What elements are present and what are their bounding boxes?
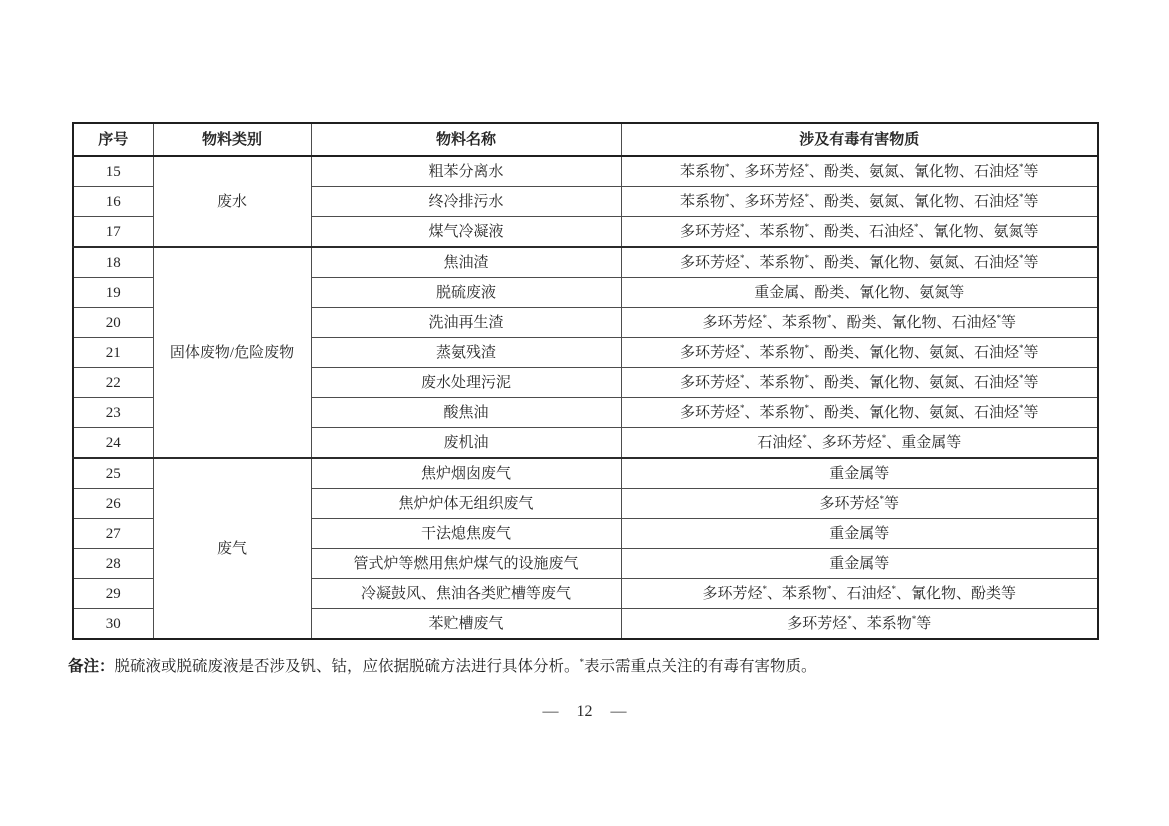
- category-cell-wastewater: 废水: [153, 156, 311, 247]
- header-no: 序号: [73, 123, 153, 156]
- row-number-cell: 28: [73, 549, 153, 579]
- material-name-cell: 酸焦油: [311, 398, 621, 428]
- row-number-cell: 24: [73, 428, 153, 459]
- row-number-cell: 15: [73, 156, 153, 187]
- row-number-cell: 26: [73, 489, 153, 519]
- material-name-cell: 废机油: [311, 428, 621, 459]
- material-name-cell: 洗油再生渣: [311, 308, 621, 338]
- material-name-cell: 焦炉烟囱废气: [311, 458, 621, 489]
- material-name-cell: 废水处理污泥: [311, 368, 621, 398]
- category-cell-waste-gas: 废气: [153, 458, 311, 639]
- material-name-cell: 脱硫废液: [311, 278, 621, 308]
- row-number-cell: 21: [73, 338, 153, 368]
- materials-table: [72, 122, 1099, 640]
- substances-cell: 多环芳烃*、苯系物*、酚类、氰化物、氨氮、石油烃*等: [621, 398, 1098, 428]
- substances-cell: 苯系物*、多环芳烃*、酚类、氨氮、氰化物、石油烃*等: [621, 187, 1098, 217]
- footnote-label: 备注：: [68, 658, 115, 675]
- material-name-cell: 终冷排污水: [311, 187, 621, 217]
- row-number-cell: 25: [73, 458, 153, 489]
- row-number-cell: 23: [73, 398, 153, 428]
- material-name-cell: 苯贮槽废气: [311, 609, 621, 640]
- page-number-dash-left: —: [542, 703, 559, 720]
- row-number-cell: 17: [73, 217, 153, 248]
- row-number-cell: 27: [73, 519, 153, 549]
- substances-cell: 多环芳烃*、苯系物*等: [621, 609, 1098, 640]
- substances-cell: 石油烃*、多环芳烃*、重金属等: [621, 428, 1098, 459]
- substances-cell: 重金属、酚类、氰化物、氨氮等: [621, 278, 1098, 308]
- table-row: [73, 458, 1098, 489]
- header-category: 物料类别: [153, 123, 311, 156]
- header-substances: 涉及有毒有害物质: [621, 123, 1098, 156]
- table-header-row: [73, 123, 1098, 156]
- substances-cell: 重金属等: [621, 549, 1098, 579]
- substances-cell: 重金属等: [621, 458, 1098, 489]
- table-row: [73, 156, 1098, 187]
- footnote-text: 脱硫液或脱硫废液是否涉及钒、钴，应依据脱硫方法进行具体分析。*表示需重点关注的有毒有害物质。: [114, 656, 817, 675]
- material-name-cell: 粗苯分离水: [311, 156, 621, 187]
- table-row: [73, 247, 1098, 278]
- material-name-cell: 焦油渣: [311, 247, 621, 278]
- table-header: [73, 123, 1098, 156]
- substances-cell: 多环芳烃*、苯系物*、酚类、氰化物、石油烃*等: [621, 308, 1098, 338]
- row-number-cell: 18: [73, 247, 153, 278]
- row-number-cell: 16: [73, 187, 153, 217]
- material-name-cell: 蒸氨残渣: [311, 338, 621, 368]
- material-name-cell: 焦炉炉体无组织废气: [311, 489, 621, 519]
- substances-cell: 多环芳烃*、苯系物*、酚类、氰化物、氨氮、石油烃*等: [621, 368, 1098, 398]
- material-name-cell: 管式炉等燃用焦炉煤气的设施废气: [311, 549, 621, 579]
- substances-cell: 多环芳烃*等: [621, 489, 1098, 519]
- row-number-cell: 20: [73, 308, 153, 338]
- substances-cell: 多环芳烃*、苯系物*、酚类、氰化物、氨氮、石油烃*等: [621, 338, 1098, 368]
- material-name-cell: 煤气冷凝液: [311, 217, 621, 248]
- page-number-dash-right: —: [610, 703, 627, 720]
- page-number: [0, 703, 1169, 721]
- row-number-cell: 22: [73, 368, 153, 398]
- material-name-cell: 干法熄焦废气: [311, 519, 621, 549]
- row-number-cell: 29: [73, 579, 153, 609]
- substances-cell: 多环芳烃*、苯系物*、石油烃*、氰化物、酚类等: [621, 579, 1098, 609]
- page-number-value: 12: [576, 703, 593, 720]
- footnote: [68, 656, 1108, 678]
- category-cell-solid-waste: 固体废物/危险废物: [153, 247, 311, 458]
- header-name: 物料名称: [311, 123, 621, 156]
- substances-cell: 多环芳烃*、苯系物*、酚类、氰化物、氨氮、石油烃*等: [621, 247, 1098, 278]
- substances-cell: 重金属等: [621, 519, 1098, 549]
- material-name-cell: 冷凝鼓风、焦油各类贮槽等废气: [311, 579, 621, 609]
- substances-cell: 多环芳烃*、苯系物*、酚类、石油烃*、氰化物、氨氮等: [621, 217, 1098, 248]
- substances-cell: 苯系物*、多环芳烃*、酚类、氨氮、氰化物、石油烃*等: [621, 156, 1098, 187]
- row-number-cell: 19: [73, 278, 153, 308]
- row-number-cell: 30: [73, 609, 153, 640]
